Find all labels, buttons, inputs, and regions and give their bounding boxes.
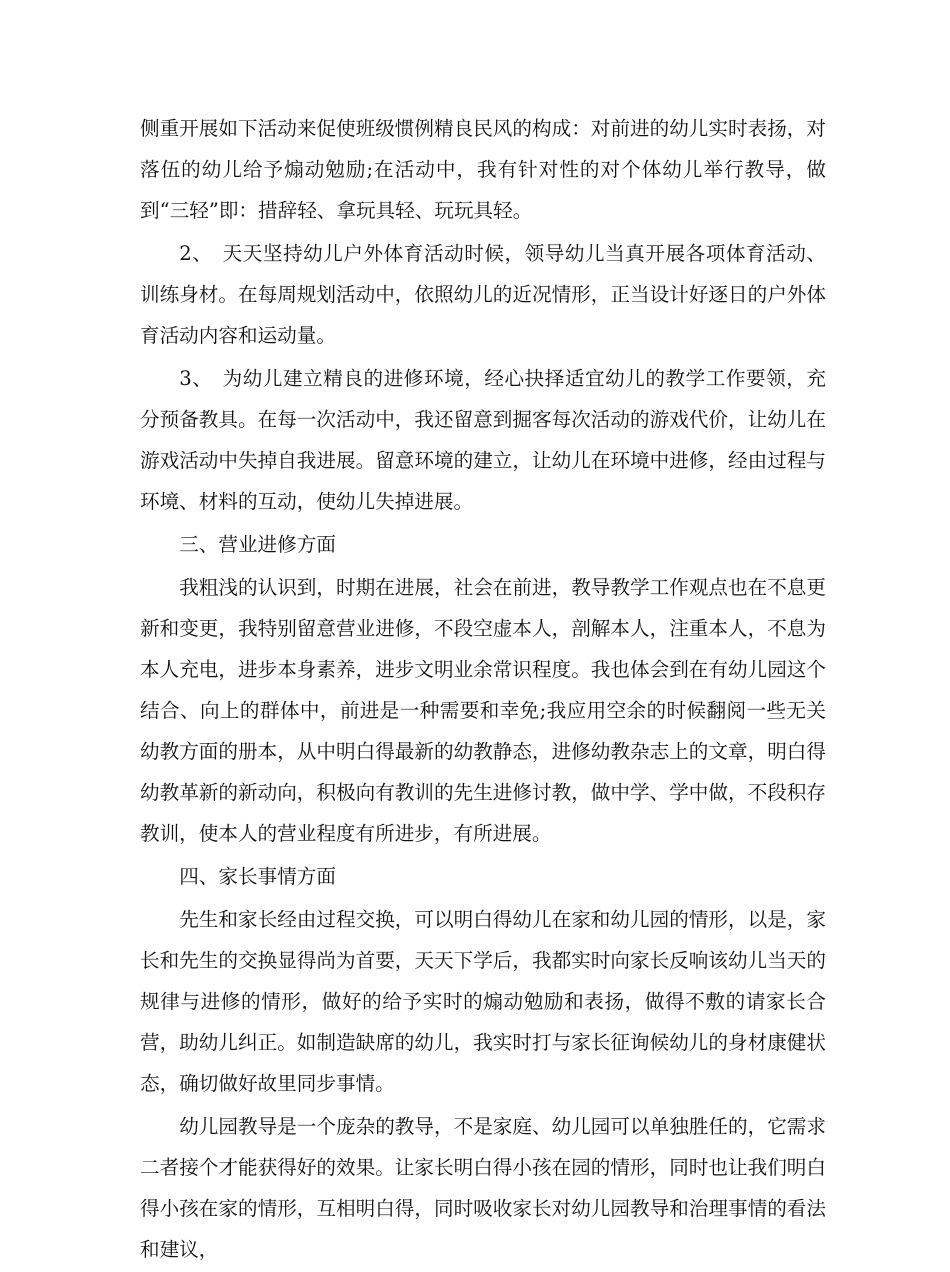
- paragraph-business-study: 我粗浅的认识到，时期在进展，社会在前进，教导教学工作观点也在不息更新和变更，我特别留意营业进修，不段空虚本人，剖解本人，注重本人，不息为本人充电，进步本身素养，进步文明业余常识程度。我也体会到在有幼儿园这个结合、向上的群体中，前进是一种需要和幸免;我应用空余的时候翻阅一些无关幼教方面的册本，从中明白得最新的幼教静态，进修幼教杂志上的文章，明白得幼教革新的新动向，积极向有教训的先生进修讨教，做中学、学中做，不段积存教训，使本人的营业程度有所进步，有所进展。: [140, 576, 826, 845]
- paragraph-parent-communication: 先生和家长经由过程交换，可以明白得幼儿在家和幼儿园的情形，以是，家长和先生的交换显得尚为首要，天天下学后，我都实时向家长反响该幼儿当天的规律与进修的情形，做好的给予实时的煽动勉励和表扬，做得不敷的请家长合营，助幼儿纠正。如制造缺席的幼儿，我实时打与家长征询候幼儿的身材康健状态，确切做好故里同步事情。: [140, 908, 826, 1095]
- section-heading-business-study: 三、营业进修方面: [179, 533, 336, 556]
- paragraph-continuation: 侧重开展如下活动来促使班级惯例精良民风的构成：对前进的幼儿实时表扬，对落伍的幼儿给予煽动勉励;在活动中，我有针对性的对个体幼儿举行教导，做到“三轻”即：措辞轻、拿玩具轻、玩玩具轻。: [140, 117, 826, 222]
- document-body: [140, 108, 826, 1272]
- paragraph-item-3: 3、 为幼儿建立精良的进修环境，经心抉择适宜幼儿的教学工作要领，充分预备教具。在每一次活动中，我还留意到掘客每次活动的游戏代价，让幼儿在游戏活动中失掉自我进展。留意环境的建立，让幼儿在环境中进修，经由过程与环境、材料的互动，使幼儿失掉进展。: [140, 367, 826, 513]
- paragraph-kindergarten-education: 幼儿园教导是一个庞杂的教导，不是家庭、幼儿园可以单独胜任的，它需求二者接个才能获得好的效果。让家长明白得小孩在园的情形，同时也让我们明白得小孩在家的情形，互相明白得，同时吸收家长对幼儿园教导和治理事情的看法和建议，: [140, 1115, 826, 1261]
- paragraph-item-2: 2、 天天坚持幼儿户外体育活动时候，领导幼儿当真开展各项体育活动、训练身材。在每周规划活动中，依照幼儿的近况情形，正当设计好逐日的户外体育活动内容和运动量。: [140, 242, 826, 347]
- section-heading-parent-work: 四、家长事情方面: [179, 865, 336, 888]
